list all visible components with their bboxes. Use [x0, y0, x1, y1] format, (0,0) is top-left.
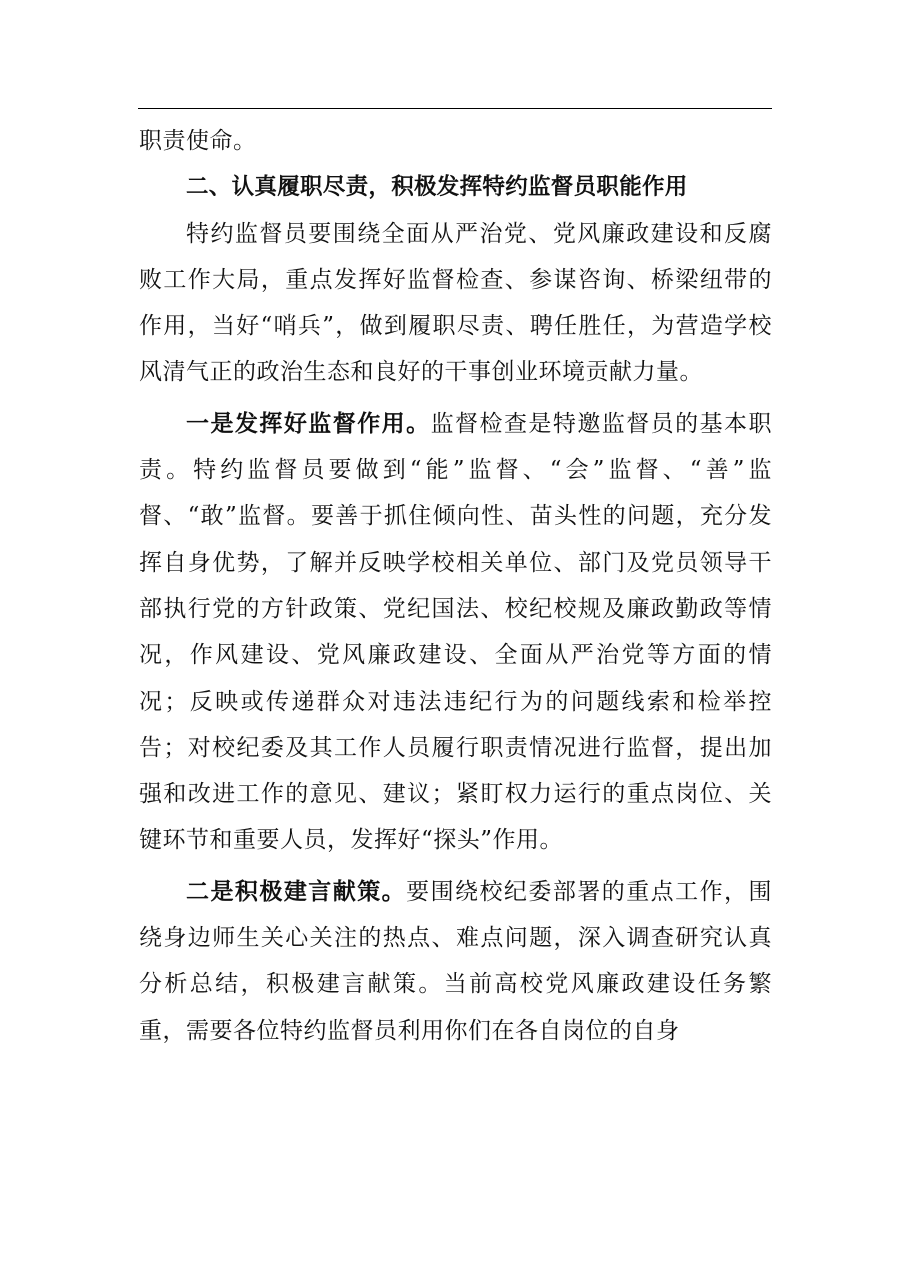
carryover-text: 职责使命。 [139, 128, 257, 154]
section-heading: 二、认真履职尽责，积极发挥特约监督员职能作用 [186, 174, 688, 201]
document-body [139, 118, 772, 1054]
point-one-paragraph [139, 401, 772, 864]
point-two-paragraph [139, 869, 772, 1054]
point-one-body: 监督检查是特邀监督员的基本职责。特约监督员要做到“能”监督、“会”监督、“善”监督、“敢”监督。要善于抓住倾向性、苗头性的问题，充分发挥自身优势，了解并反映学校相关单位、部门及党员领导干部执行党的方针政策、党纪国法、校纪校规及廉政勤政等情况，作风建设、党风廉政建设、全面从严治党等方面的情况；反映或传递群众对违法违纪行为的问题线索和检举控告；对校纪委及其工作人员履行职责情况进行监督，提出加强和改进工作的意见、建议；紧盯权力运行的重点岗位、关键环节和重要人员，发挥好“探头”作用。 [139, 410, 773, 854]
header-rule [138, 108, 772, 109]
point-two-body: 要围绕校纪委部署的重点工作，围绕身边师生关心关注的热点、难点问题，深入调查研究认真分析总结，积极建言献策。当前高校党风廉政建设任务繁重，需要各位特约监督员利用你们在各自岗位的自身 [139, 878, 773, 1044]
point-one-lead: 一是发挥好监督作用。 [186, 410, 431, 437]
point-two-lead: 二是积极建言献策。 [186, 878, 407, 905]
intro-paragraph: 特约监督员要围绕全面从严治党、党风廉政建设和反腐败工作大局，重点发挥好监督检查、参谋咨询、桥梁纽带的作用，当好“哨兵”，做到履职尽责、聘任胜任，为营造学校风清气正的政治生态和良好的干事创业环境贡献力量。 [139, 220, 772, 386]
